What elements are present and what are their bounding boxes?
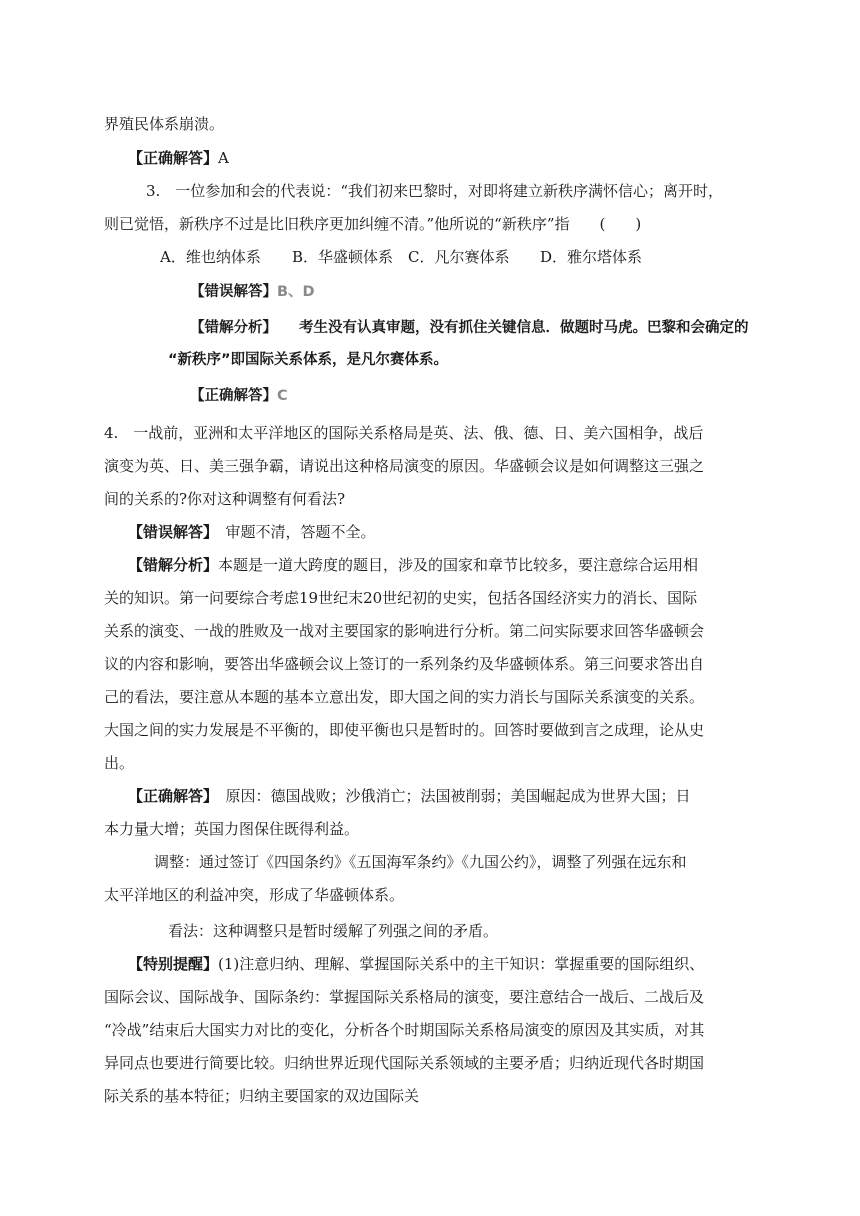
question-3-line: 3. 一位参加和会的代表说：“我们初来巴黎时，对即将建立新秩序满怀信心；离开时， [146,182,723,200]
correct-answer-value: C [277,388,288,404]
special-tip-line: 际关系的基本特征；归纳主要国家的双边国际关 [104,1087,420,1105]
option-c: C．凡尔赛体系 [408,248,510,266]
wrong-answer-line [190,282,315,304]
correct-answer-line [190,386,288,408]
error-analysis-label: 【错解分析】 [190,320,277,336]
special-tip-line: 国际会议、国际战争、国际条约：掌握国际关系格局的演变，要注意结合一战后、二战后及 [104,988,705,1006]
wrong-answer-value: B、D [277,284,315,300]
option-a: A．维也纳体系 [160,248,261,266]
special-tip-label: 【特别提醒】 [128,955,219,973]
question-3-options [160,247,642,269]
question-4-line: 4. 一战前，亚洲和太平洋地区的国际关系格局是英、法、俄、德、日、美六国相争，战后 [104,424,704,442]
adjustment-line: 调整：通过签订《四国条约》《五国海军条约》《九国公约》，调整了列强在远东和 [154,853,687,871]
question-3-line: 则已觉悟，新秩序不过是比旧秩序更加纠缠不清。”他所说的“新秩序”指 ( ) [104,215,642,233]
wrong-answer-label: 【错误解答】 [128,523,211,541]
error-analysis-text: 考生没有认真审题，没有抓住关键信息．做题时马虎。巴黎和会确定的 [299,320,749,336]
correct-answer-label: 【正确解答】 [190,388,277,404]
correct-answer-line: 本力量大增；英国力图保住既得利益。 [104,820,360,838]
option-d: D．雅尔塔体系 [540,248,643,266]
view-line: 看法：这种调整只是暂时缓解了列强之间的矛盾。 [168,922,499,940]
error-analysis-line: 议的内容和影响，要答出华盛顿会议上签订的一系列条约及华盛顿体系。第三问要求答出自 [104,655,705,673]
error-analysis-line: 大国之间的实力发展是不平衡的，即使平衡也只是暂时的。回答时要做到言之成理，论从史 [104,721,705,739]
question-4-line: 演变为英、日、美三强争霸，请说出这种格局演变的原因。华盛顿会议是如何调整这三强之 [104,457,705,475]
error-analysis-line: “新秩序”即国际关系体系，是凡尔赛体系。 [168,352,449,368]
correct-answer-line [128,786,691,808]
wrong-answer-label: 【错误解答】 [190,284,277,300]
wrong-answer-value: 审题不清，答题不全。 [210,523,376,541]
error-analysis-line [190,318,749,340]
correct-answer-label: 【正确解答】 [128,149,219,167]
error-analysis-line [128,555,698,577]
special-tip-line [128,954,704,976]
error-analysis-line: 关系的演变、一战的胜败及一战对主要国家的影响进行分析。第二问实际要求回答华盛顿会 [104,622,705,640]
option-b: B．华盛顿体系 [292,248,394,266]
error-analysis-text: 本题是一道大跨度的题目，涉及的国家和章节比较多，要注意综合运用相 [218,556,699,574]
error-analysis-line: 关的知识。第一问要综合考虑19世纪末20世纪初的史实，包括各国经济实力的消长、国际 [104,589,698,607]
wrong-answer-line [128,522,376,544]
error-analysis-line: 出。 [104,754,135,772]
correct-answer-label: 【正确解答】 [128,787,211,805]
error-analysis-label: 【错解分析】 [128,556,219,574]
correct-answer-value: A [218,149,229,167]
special-tip-line: 异同点也要进行简要比较。归纳世界近现代国际关系领域的主要矛盾；归纳近现代各时期国 [104,1054,705,1072]
question-4-line: 间的关系的?你对这种调整有何看法? [104,490,346,508]
special-tip-text: (1)注意归纳、理解、掌握国际关系中的主干知识：掌握重要的国际组织、 [218,955,705,973]
correct-answer-line [128,148,229,170]
correct-answer-text: 原因：德国战败；沙俄消亡；法国被削弱；美国崛起成为世界大国；日 [210,787,691,805]
error-analysis-line: 己的看法，要注意从本题的基本立意出发，即大国之间的实力消长与国际关系演变的关系。 [104,688,705,706]
special-tip-line: “冷战”结束后大国实力对比的变化，分析各个时期国际关系格局演变的原因及其实质，对其 [104,1021,705,1039]
text-line: 界殖民体系崩溃。 [104,115,225,133]
adjustment-line: 太平洋地区的利益冲突，形成了华盛顿体系。 [104,886,405,904]
